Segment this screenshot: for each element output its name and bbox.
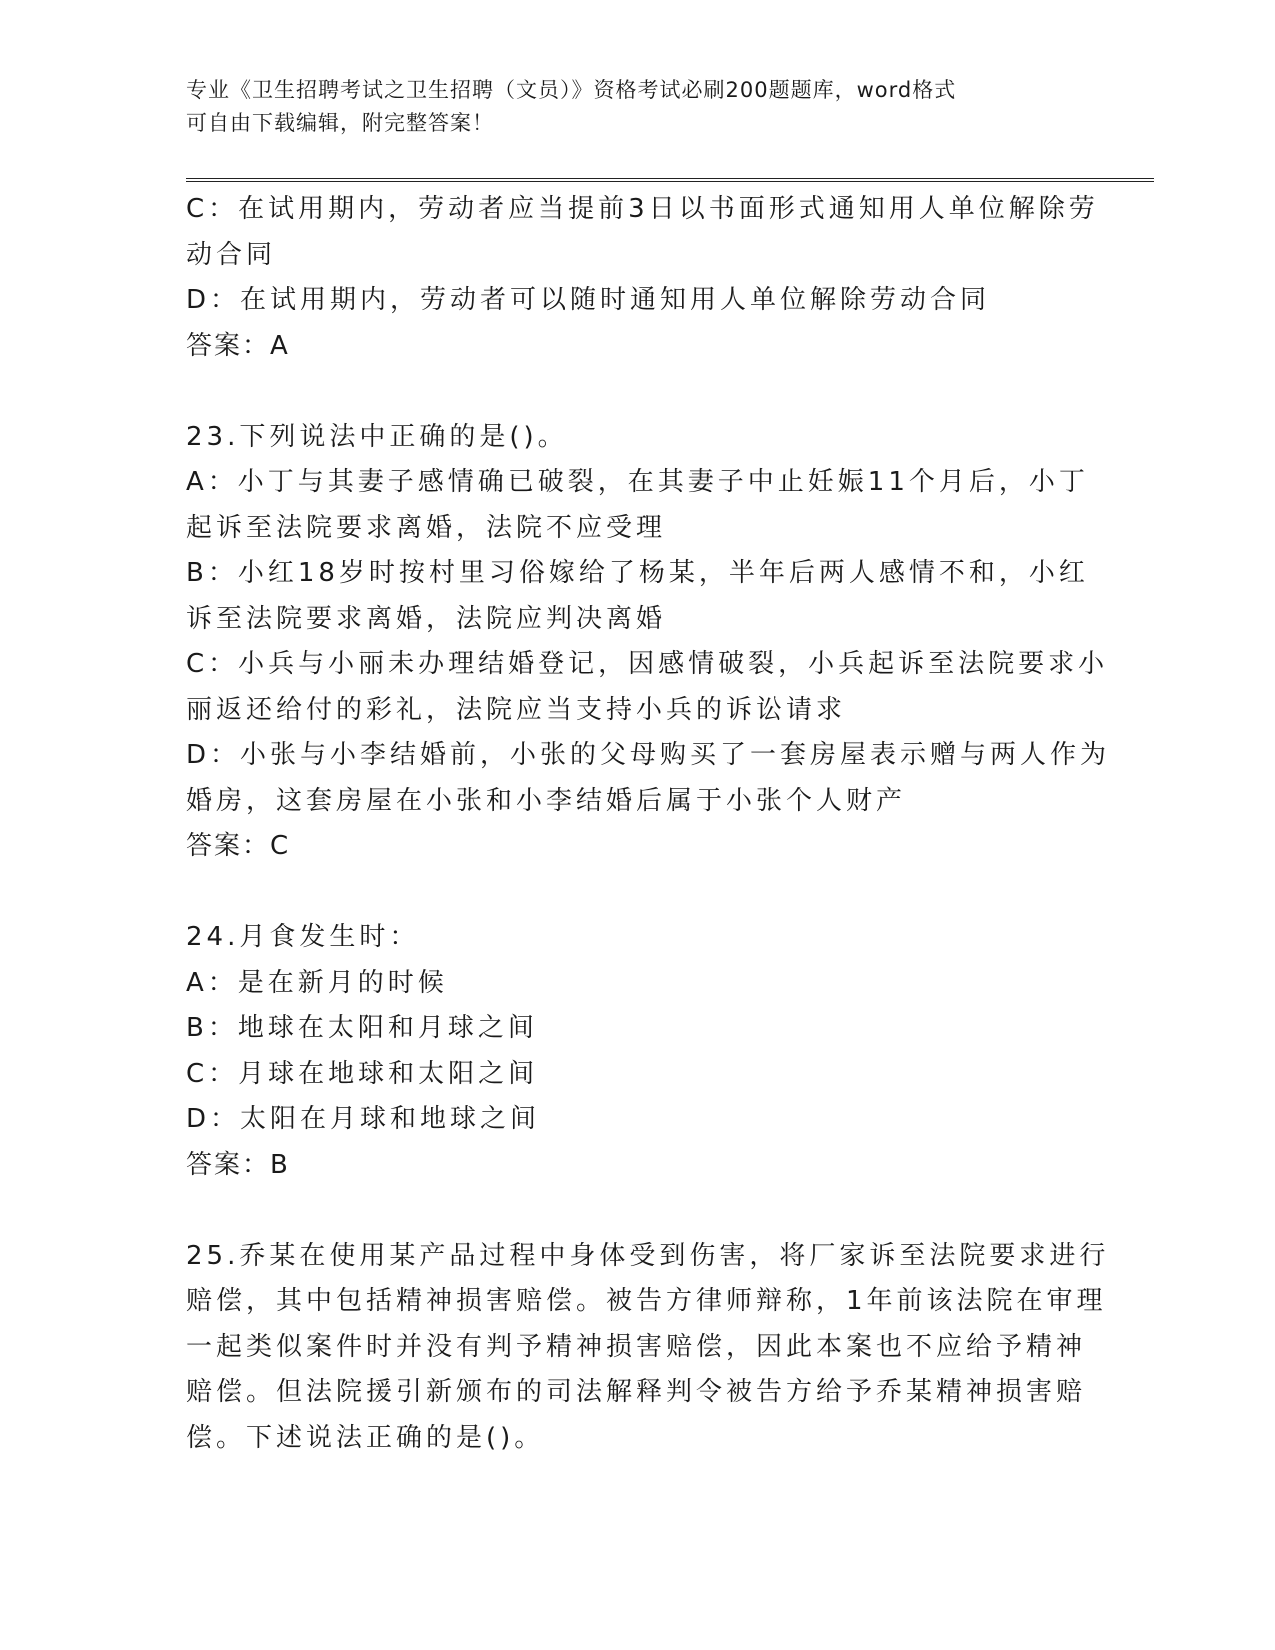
- q23-option-c-line-2: 丽返还给付的彩礼，法院应当支持小兵的诉讼请求: [186, 694, 847, 725]
- q22-option-c-line-1: C：在试用期内，劳动者应当提前3日以书面形式通知用人单位解除劳: [186, 194, 1099, 224]
- q22-answer: 答案：A: [186, 330, 290, 361]
- q24-answer: 答案：B: [186, 1149, 290, 1180]
- q25-stem-line-4: 赔偿。但法院援引新颁布的司法解释判令被告方给予乔某精神损害赔: [186, 1377, 1087, 1407]
- spacer: [186, 870, 1076, 916]
- q24-option-b: B：地球在太阳和月球之间: [186, 1013, 538, 1043]
- q23-option-d-line-1: D：小张与小李结婚前，小张的父母购买了一套房屋表示赠与两人作为: [186, 740, 1111, 770]
- header-divider: [186, 178, 1154, 182]
- q25-stem-line-5: 偿。下述说法正确的是()。: [186, 1422, 545, 1453]
- q23-option-c-line-1: C：小兵与小丽未办理结婚登记，因感情破裂，小兵起诉至法院要求小: [186, 649, 1109, 679]
- page-header: [186, 74, 1066, 140]
- q24-option-c: C：月球在地球和太阳之间: [186, 1058, 539, 1089]
- question-content: [186, 187, 1111, 1461]
- header-title-line-2: 可自由下载编辑，附完整答案！: [186, 111, 494, 135]
- spacer: [186, 1188, 1076, 1234]
- q23-answer: 答案：C: [186, 831, 291, 861]
- q23-stem: 23.下列说法中正确的是()。: [186, 421, 568, 452]
- q24-option-a: A：是在新月的时候: [186, 967, 448, 998]
- q22-option-d: D：在试用期内，劳动者可以随时通知用人单位解除劳动合同: [186, 285, 991, 315]
- q23-option-b-line-1: B：小红18岁时按村里习俗嫁给了杨某，半年后两人感情不和，小红: [186, 558, 1089, 588]
- q22-option-c-line-2: 动合同: [186, 239, 277, 270]
- q24-stem: 24.月食发生时：: [186, 922, 420, 952]
- question-22-tail: [186, 187, 1099, 369]
- q23-option-a-line-2: 起诉至法院要求离婚，法院不应受理: [186, 512, 667, 543]
- question-25: [186, 1234, 1110, 1462]
- question-23: [186, 415, 1111, 870]
- q24-option-d: D：太阳在月球和地球之间: [186, 1104, 541, 1134]
- q25-stem-line-3: 一起类似案件时并没有判予精神损害赔偿，因此本案也不应给予精神: [186, 1331, 1087, 1362]
- q23-option-d-line-2: 婚房，这套房屋在小张和小李结婚后属于小张个人财产: [186, 785, 907, 816]
- q23-option-a-line-1: A：小丁与其妻子感情确已破裂，在其妻子中止妊娠11个月后，小丁: [186, 467, 1089, 497]
- question-24: [186, 915, 1076, 1188]
- header-title-line-1: 专业《卫生招聘考试之卫生招聘（文员）》资格考试必刷200题题库，word格式: [186, 78, 957, 102]
- spacer: [186, 369, 1076, 415]
- q25-stem-line-1: 25.乔某在使用某产品过程中身体受到伤害，将厂家诉至法院要求进行: [186, 1240, 1110, 1271]
- q23-option-b-line-2: 诉至法院要求离婚，法院应判决离婚: [186, 603, 667, 634]
- q25-stem-line-2: 赔偿，其中包括精神损害赔偿。被告方律师辩称，1年前该法院在审理: [186, 1286, 1107, 1316]
